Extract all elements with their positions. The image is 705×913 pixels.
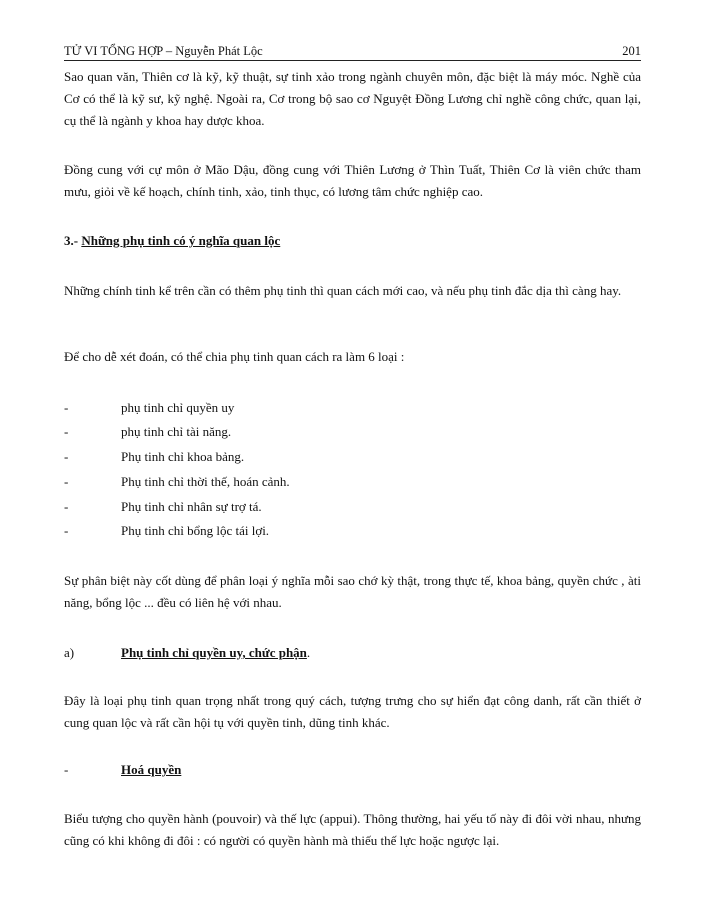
list-item	[64, 471, 641, 493]
list-item-text: Phụ tinh chỉ nhân sự trợ tá.	[121, 499, 262, 514]
paragraph-thien-co: Sao quan văn, Thiên cơ là kỹ, kỹ thuật, sự tinh xảo trong ngành chuyên môn, đặc biệt là máy móc. Nghề của Cơ có thể là kỹ sư, kỹ nghệ. Ngoài ra, Cơ trong bộ sao cơ Nguyệt Đồng Lương chỉ nghề công chức, quan lại, cụ thể là ngành y khoa hay dược khoa.	[64, 69, 641, 128]
subsection-a-title: Phụ tinh chỉ quyền uy, chức phận	[121, 645, 307, 660]
list-item	[64, 496, 641, 518]
paragraph-phan-biet: Sự phân biệt này cốt dùng để phân loại ý nghĩa mỗi sao chớ kỳ thật, trong thực tế, khoa bảng, quyền chức , àti năng, bổng lộc ... đều có liên hệ với nhau.	[64, 573, 641, 610]
subsection-a-label: a)	[64, 645, 75, 660]
paragraph-chinh-tinh: Những chính tinh kể trên cần có thêm phụ tinh thì quan cách mới cao, và nếu phụ tinh đắc dịa thì càng hay.	[64, 283, 622, 298]
running-title: TỬ VI TỔNG HỢP – Nguyễn Phát Lộc	[64, 44, 263, 58]
list-dash: -	[64, 449, 69, 464]
list-item	[64, 397, 641, 419]
page-number: 201	[622, 44, 641, 58]
subsection-a-title-wrap	[121, 642, 310, 664]
list-dash: -	[64, 523, 69, 538]
list-item	[64, 446, 641, 468]
list-dash: -	[64, 400, 69, 415]
subsection-hoa-quyen-heading	[64, 759, 641, 781]
list-dash: -	[64, 499, 69, 514]
section-3-number: 3.-	[64, 233, 82, 248]
section-3-title: Những phụ tinh có ý nghĩa quan lộc	[81, 233, 281, 248]
list-item-text: phụ tinh chỉ quyền uy	[121, 400, 235, 415]
list-item	[64, 421, 641, 443]
list-item-text: Phụ tinh chỉ bổng lộc tái lợi.	[121, 523, 270, 538]
paragraph-quan-trong: Đây là loại phụ tinh quan trọng nhất trong quý cách, tượng trưng cho sự hiển đạt công danh, rất cần thiết ở cung quan lộc và rất cần hội tụ với quyền tinh, dũng tinh khác.	[64, 693, 641, 730]
list-dash: -	[64, 474, 69, 489]
subsection-dash: -	[64, 762, 69, 777]
list-item-text: Phụ tinh chỉ thời thế, hoán cảnh.	[121, 474, 290, 489]
subsection-a-heading	[64, 642, 641, 664]
paragraph-bieu-tuong: Biểu tượng cho quyền hành (pouvoir) và thế lực (appui). Thông thường, hai yếu tố này đi đôi vời nhau, nhưng cũng có khi không đi đôi : có người có quyền hành mà thiếu thế lực hoặc ngược lại.	[64, 811, 641, 848]
page-header	[64, 40, 641, 61]
list-dash: -	[64, 424, 69, 439]
paragraph-dong-cung: Đồng cung với cự môn ở Mão Dậu, đồng cung với Thiên Lương ở Thìn Tuất, Thiên Cơ là viên chức tham mưu, giỏi về kế hoạch, chính tinh, xảo, tinh thục, có lương tâm chức nghiệp cao.	[64, 162, 641, 199]
section-3-heading	[64, 230, 641, 252]
list-item-text: Phụ tinh chỉ khoa bảng.	[121, 449, 245, 464]
list-item-text: phụ tinh chỉ tài năng.	[121, 424, 232, 439]
subsection-hoa-quyen-title: Hoá quyền	[121, 762, 182, 777]
list-item	[64, 520, 641, 542]
subsection-a-period: .	[306, 645, 311, 660]
paragraph-chia-loai: Để cho dễ xét đoán, có thể chia phụ tinh quan cách ra làm 6 loại :	[64, 349, 405, 364]
